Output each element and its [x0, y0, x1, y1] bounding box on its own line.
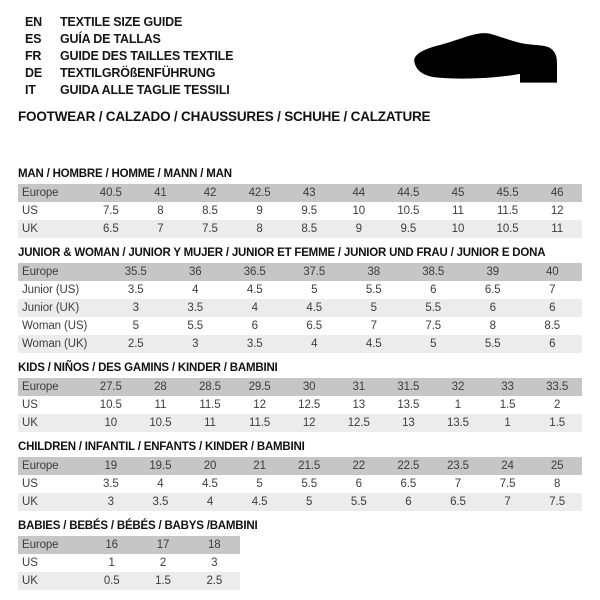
- language-code: EN: [25, 15, 42, 29]
- size-cell: 8.5: [301, 223, 318, 235]
- size-cell: 36: [188, 266, 202, 278]
- language-title: GUIDA ALLE TAGLIE TESSILI: [60, 83, 230, 97]
- size-cell: 5: [306, 496, 313, 508]
- size-cell: 19: [104, 460, 118, 472]
- size-cell: 40: [545, 266, 559, 278]
- size-cell: 28.5: [198, 381, 221, 393]
- table-row: [18, 335, 582, 353]
- row-label: Woman (UK): [22, 338, 88, 350]
- size-cell: 8.5: [544, 320, 561, 332]
- language-title: TEXTILE SIZE GUIDE: [60, 15, 183, 29]
- size-cell: 11: [551, 223, 564, 235]
- size-cell: 46: [550, 187, 564, 199]
- size-cell: 6.5: [306, 320, 323, 332]
- language-code: DE: [25, 66, 42, 80]
- size-cell: 11: [154, 399, 167, 411]
- row-label: Europe: [22, 266, 59, 278]
- size-cell: 45: [451, 187, 465, 199]
- size-cell: 5.5: [350, 496, 367, 508]
- size-cell: 7.5: [425, 320, 442, 332]
- size-cell: 6.5: [484, 284, 501, 296]
- size-cell: 12.5: [347, 417, 370, 429]
- row-label: Europe: [22, 460, 59, 472]
- size-cell: 5.5: [484, 338, 501, 350]
- language-code: IT: [25, 83, 36, 97]
- table-row: [18, 396, 582, 414]
- size-cell: 4.5: [365, 338, 382, 350]
- size-cell: 11: [452, 205, 464, 217]
- size-cell: 11: [204, 417, 216, 429]
- size-cell: 40.5: [99, 187, 122, 199]
- size-cell: 3.5: [187, 302, 204, 314]
- size-cell: 4: [206, 496, 214, 508]
- size-cell: 2: [159, 557, 167, 569]
- section-title: MAN / HOMBRE / HOMME / MANN / MAN: [18, 168, 232, 180]
- size-cell: 5.5: [187, 320, 204, 332]
- size-cell: 11.5: [496, 205, 519, 217]
- table-row: [18, 184, 582, 202]
- size-cell: 4: [311, 338, 318, 350]
- size-table: [18, 457, 582, 511]
- size-cell: 21.5: [298, 460, 321, 472]
- size-cell: 23.5: [446, 460, 469, 472]
- size-cell: 12: [550, 205, 564, 217]
- size-cell: 1.5: [499, 399, 516, 411]
- size-cell: 8: [553, 478, 561, 490]
- size-cell: 27.5: [99, 381, 122, 393]
- size-table-section: [18, 247, 582, 353]
- category-line: FOOTWEAR / CALZADO / CHAUSSURES / SCHUHE / CALZATURE: [18, 109, 431, 124]
- size-cell: 2.5: [206, 575, 223, 587]
- size-cell: 42.5: [248, 187, 271, 199]
- size-cell: 13: [402, 417, 415, 429]
- table-row: [18, 220, 582, 238]
- size-cell: 17: [156, 539, 170, 551]
- size-cell: 3: [107, 496, 114, 508]
- table-row: [18, 457, 582, 475]
- size-cell: 6: [489, 302, 496, 314]
- row-label: UK: [22, 496, 38, 508]
- size-table-section: [18, 168, 582, 238]
- size-table-section: [18, 441, 582, 511]
- row-label: Europe: [22, 381, 59, 393]
- size-table: [18, 536, 240, 590]
- language-code: FR: [25, 49, 42, 63]
- size-cell: 4.5: [251, 496, 268, 508]
- size-table: [18, 184, 582, 238]
- row-label: US: [22, 399, 38, 411]
- size-cell: 44: [352, 187, 366, 199]
- size-cell: 9: [256, 205, 263, 217]
- size-cell: 37.5: [303, 266, 326, 278]
- size-cell: 1: [108, 557, 115, 569]
- section-title: KIDS / NIÑOS / DES GAMINS / KINDER / BAMBINI: [18, 362, 278, 374]
- size-cell: 12.5: [298, 399, 321, 411]
- size-cell: 5: [370, 302, 377, 314]
- size-cell: 39: [486, 266, 500, 278]
- size-cell: 5.5: [425, 302, 442, 314]
- document-header: [18, 14, 582, 124]
- size-cell: 13: [352, 399, 366, 411]
- row-label: US: [22, 478, 38, 490]
- size-cell: 3.5: [127, 284, 144, 296]
- size-cell: 4: [192, 284, 199, 296]
- row-label: Europe: [22, 187, 59, 199]
- shoe-silhouette-path: [414, 33, 557, 83]
- size-cell: 6: [355, 478, 362, 490]
- size-cell: 7: [549, 284, 556, 296]
- table-row: [18, 317, 582, 335]
- size-cell: 13.5: [397, 399, 420, 411]
- size-cell: 5: [430, 338, 437, 350]
- size-cell: 6.5: [102, 223, 119, 235]
- row-label: US: [22, 557, 38, 569]
- row-label: Junior (UK): [22, 302, 80, 314]
- size-cell: 22.5: [397, 460, 420, 472]
- size-cell: 4.5: [202, 478, 218, 490]
- size-cell: 7.5: [202, 223, 218, 235]
- size-cell: 2: [553, 399, 561, 411]
- size-cell: 4.5: [246, 284, 263, 296]
- row-label: Woman (US): [22, 320, 88, 332]
- size-cell: 12: [302, 417, 316, 429]
- size-cell: 9: [355, 223, 362, 235]
- size-cell: 11.5: [199, 399, 221, 411]
- size-cell: 38: [367, 266, 381, 278]
- size-cell: 3.5: [102, 478, 119, 490]
- size-cell: 9.5: [400, 223, 417, 235]
- size-cell: 7.5: [102, 205, 119, 217]
- section-title: CHILDREN / INFANTIL / ENFANTS / KINDER / BAMBINI: [18, 441, 305, 453]
- size-cell: 36.5: [243, 266, 266, 278]
- table-row: [18, 475, 582, 493]
- size-cell: 30: [302, 381, 316, 393]
- size-cell: 8: [489, 320, 496, 332]
- size-cell: 44.5: [397, 187, 420, 199]
- size-cell: 8: [157, 205, 164, 217]
- size-cell: 4: [251, 302, 258, 314]
- size-cell: 35.5: [124, 266, 147, 278]
- size-cell: 33.5: [546, 381, 569, 393]
- table-row: [18, 554, 240, 572]
- size-cell: 7: [454, 478, 462, 490]
- size-table-section: [18, 520, 582, 590]
- size-cell: 6: [405, 496, 412, 508]
- size-cell: 24: [501, 460, 514, 472]
- language-title: GUIDE DES TAILLES TEXTILE: [60, 49, 234, 63]
- size-cell: 10.5: [149, 417, 172, 429]
- size-cell: 33: [501, 381, 514, 393]
- size-cell: 42: [203, 187, 217, 199]
- size-cell: 10.5: [496, 223, 519, 235]
- size-cell: 4: [157, 478, 164, 490]
- language-title: GUÍA DE TALLAS: [60, 32, 161, 46]
- size-cell: 6.5: [450, 496, 466, 508]
- size-cell: 2.5: [127, 338, 144, 350]
- row-label: UK: [22, 223, 38, 235]
- size-cell: 29.5: [248, 381, 271, 393]
- size-cell: 5: [311, 284, 318, 296]
- size-cell: 6.5: [400, 478, 417, 490]
- row-label: UK: [22, 417, 38, 429]
- size-cell: 31.5: [397, 381, 420, 393]
- size-cell: 9.5: [301, 205, 318, 217]
- size-cell: 32: [451, 381, 465, 393]
- size-cell: 25: [550, 460, 564, 472]
- size-cell: 7: [504, 496, 511, 508]
- size-cell: 6: [430, 284, 437, 296]
- size-cell: 10: [451, 223, 465, 235]
- table-row: [18, 536, 240, 554]
- size-cell: 6: [549, 302, 556, 314]
- table-row: [18, 572, 240, 590]
- size-cell: 8.5: [202, 205, 218, 217]
- size-cell: 28: [154, 381, 167, 393]
- row-label: US: [22, 205, 38, 217]
- size-cell: 8: [256, 223, 263, 235]
- size-cell: 5: [256, 478, 263, 490]
- size-cell: 7.5: [499, 478, 516, 490]
- size-table: [18, 263, 582, 353]
- size-cell: 41: [154, 187, 167, 199]
- row-label: Europe: [22, 539, 59, 551]
- size-cell: 22: [352, 460, 366, 472]
- language-title: TEXTILGRÖßENFÜHRUNG: [60, 66, 216, 80]
- size-cell: 18: [208, 539, 221, 551]
- size-cell: 1.5: [549, 417, 565, 429]
- size-cell: 4.5: [306, 302, 323, 314]
- size-cell: 1.5: [155, 575, 171, 587]
- size-cell: 12: [253, 399, 266, 411]
- size-cell: 7.5: [549, 496, 565, 508]
- size-cell: 13.5: [446, 417, 469, 429]
- size-cell: 21: [253, 460, 266, 472]
- size-cell: 20: [203, 460, 217, 472]
- size-cell: 6: [251, 320, 258, 332]
- table-row: [18, 414, 582, 432]
- section-title: BABIES / BEBÉS / BÉBÉS / BABYS /BAMBINI: [18, 520, 258, 532]
- size-cell: 1: [454, 399, 462, 411]
- size-cell: 10: [104, 417, 118, 429]
- size-cell: 45.5: [496, 187, 519, 199]
- size-cell: 5: [132, 320, 139, 332]
- size-cell: 3.5: [152, 496, 169, 508]
- table-row: [18, 202, 582, 220]
- size-cell: 0.5: [103, 575, 120, 587]
- size-cell: 3.5: [246, 338, 263, 350]
- size-cell: 10.5: [397, 205, 420, 217]
- size-cell: 10.5: [99, 399, 122, 411]
- table-row: [18, 378, 582, 396]
- size-cell: 5.5: [365, 284, 382, 296]
- size-cell: 6: [549, 338, 556, 350]
- size-cell: 31: [352, 381, 366, 393]
- section-title: JUNIOR & WOMAN / JUNIOR Y MUJER / JUNIOR ET FEMME / JUNIOR UND FRAU / JUNIOR E DONA: [18, 247, 546, 259]
- shoe-icon: [402, 14, 587, 102]
- size-tables: [18, 168, 582, 590]
- size-cell: 10: [352, 205, 366, 217]
- row-label: UK: [22, 575, 38, 587]
- size-cell: 7: [370, 320, 377, 332]
- size-cell: 3: [192, 338, 199, 350]
- size-cell: 43: [302, 187, 316, 199]
- size-cell: 7: [157, 223, 164, 235]
- size-cell: 3: [132, 302, 139, 314]
- table-row: [18, 281, 582, 299]
- size-cell: 5.5: [301, 478, 318, 490]
- size-cell: 11.5: [249, 417, 271, 429]
- row-label: Junior (US): [22, 284, 80, 296]
- language-code: ES: [25, 32, 42, 46]
- table-row: [18, 263, 582, 281]
- table-row: [18, 299, 582, 317]
- size-cell: 19.5: [149, 460, 172, 472]
- size-cell: 16: [105, 539, 118, 551]
- size-table-section: [18, 362, 582, 432]
- size-cell: 1: [504, 417, 511, 429]
- table-row: [18, 493, 582, 511]
- size-cell: 38.5: [422, 266, 445, 278]
- size-table: [18, 378, 582, 432]
- size-cell: 3: [211, 557, 218, 569]
